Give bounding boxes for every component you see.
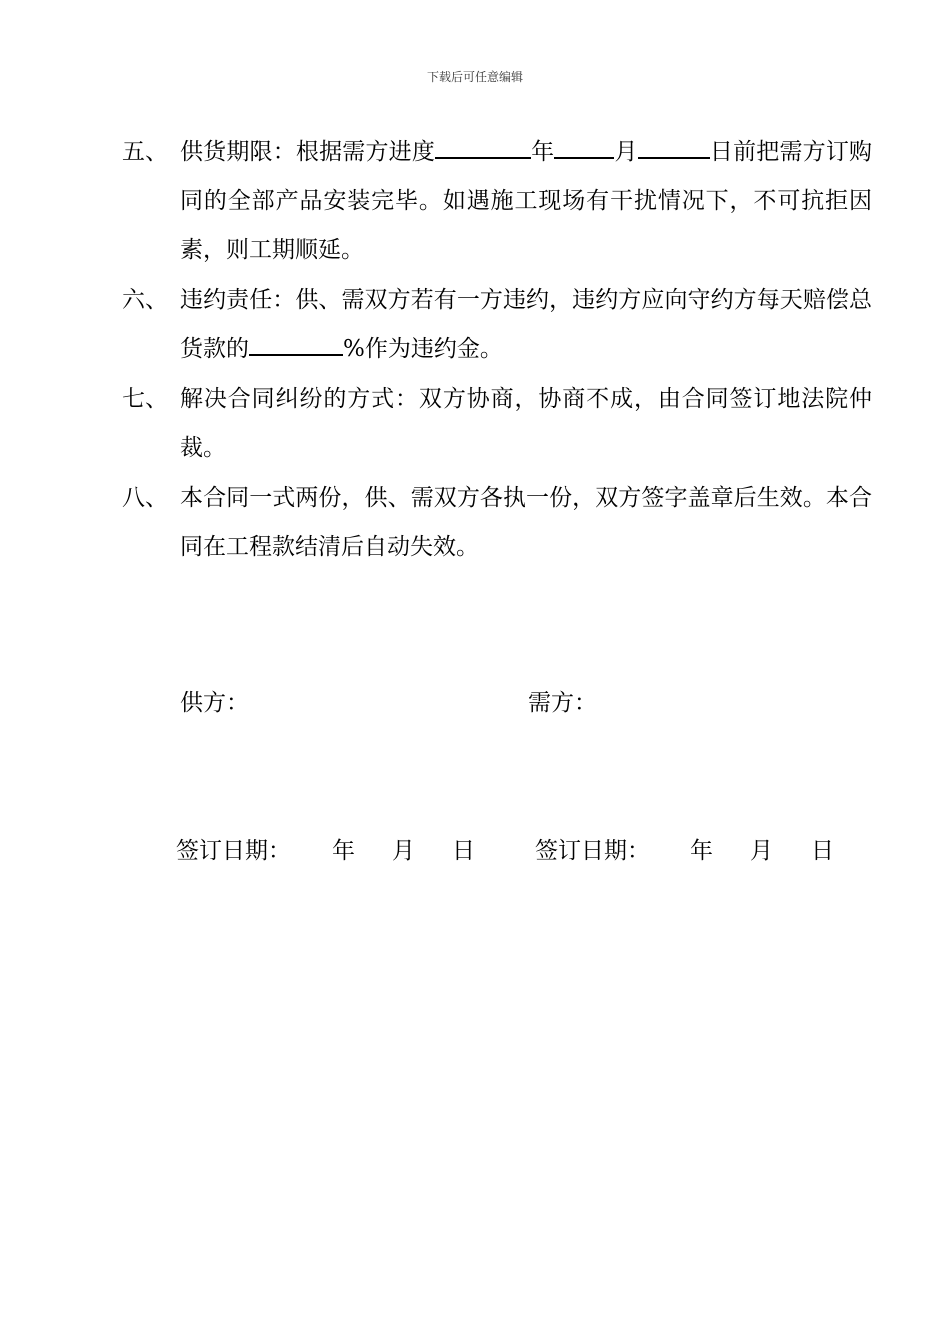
- header-note: 下载后可任意编辑: [426, 70, 523, 84]
- buyer-date-day: 日: [811, 838, 834, 864]
- clause-text: 违约责任：供、需双方若有一方违约，违约方应向守约方每天赔偿总货款的: [180, 287, 872, 362]
- supplier-label: 供方：: [180, 690, 249, 716]
- clause-6: [122, 276, 872, 374]
- clause-number: 八、: [122, 485, 168, 511]
- clause-body: [180, 128, 872, 275]
- clause-7: [122, 375, 872, 473]
- supplier-date-year: 年: [332, 838, 355, 864]
- month-blank: [554, 135, 614, 159]
- clause-body: 本合同一式两份，供、需双方各执一份，双方签字盖章后生效。本合同在工程款结清后自动失效。: [180, 485, 872, 560]
- clause-text: 供货期限：根据需方进度: [180, 139, 435, 165]
- clause-number: 五、: [122, 139, 168, 165]
- supplier-date-label: 签订日期：: [176, 838, 291, 864]
- buyer-date-label: 签订日期：: [535, 838, 650, 864]
- clause-text: 年: [531, 139, 555, 165]
- clause-text: 月: [614, 139, 638, 165]
- clause-8: [122, 474, 872, 572]
- clause-body: [180, 276, 872, 374]
- clause-5: [122, 128, 872, 275]
- supplier-date-month: 月: [392, 838, 415, 864]
- buyer-label: 需方：: [528, 690, 597, 716]
- clause-text: %作为违约金。: [343, 336, 503, 362]
- year-blank: [435, 135, 531, 159]
- buyer-date-year: 年: [690, 838, 713, 864]
- clause-text: 日前把需方订购同的全部产品安装完毕。如遇施工现场有干扰情况下，不可抗拒因素，则工期顺延。: [180, 139, 873, 263]
- percent-blank: [249, 332, 343, 356]
- clause-number: 七、: [122, 386, 168, 412]
- clause-body: 解决合同纠纷的方式：双方协商，协商不成，由合同签订地法院仲裁。: [180, 386, 872, 461]
- clause-number: 六、: [122, 287, 168, 313]
- day-blank: [638, 135, 710, 159]
- buyer-date-month: 月: [750, 838, 773, 864]
- supplier-date-day: 日: [452, 838, 475, 864]
